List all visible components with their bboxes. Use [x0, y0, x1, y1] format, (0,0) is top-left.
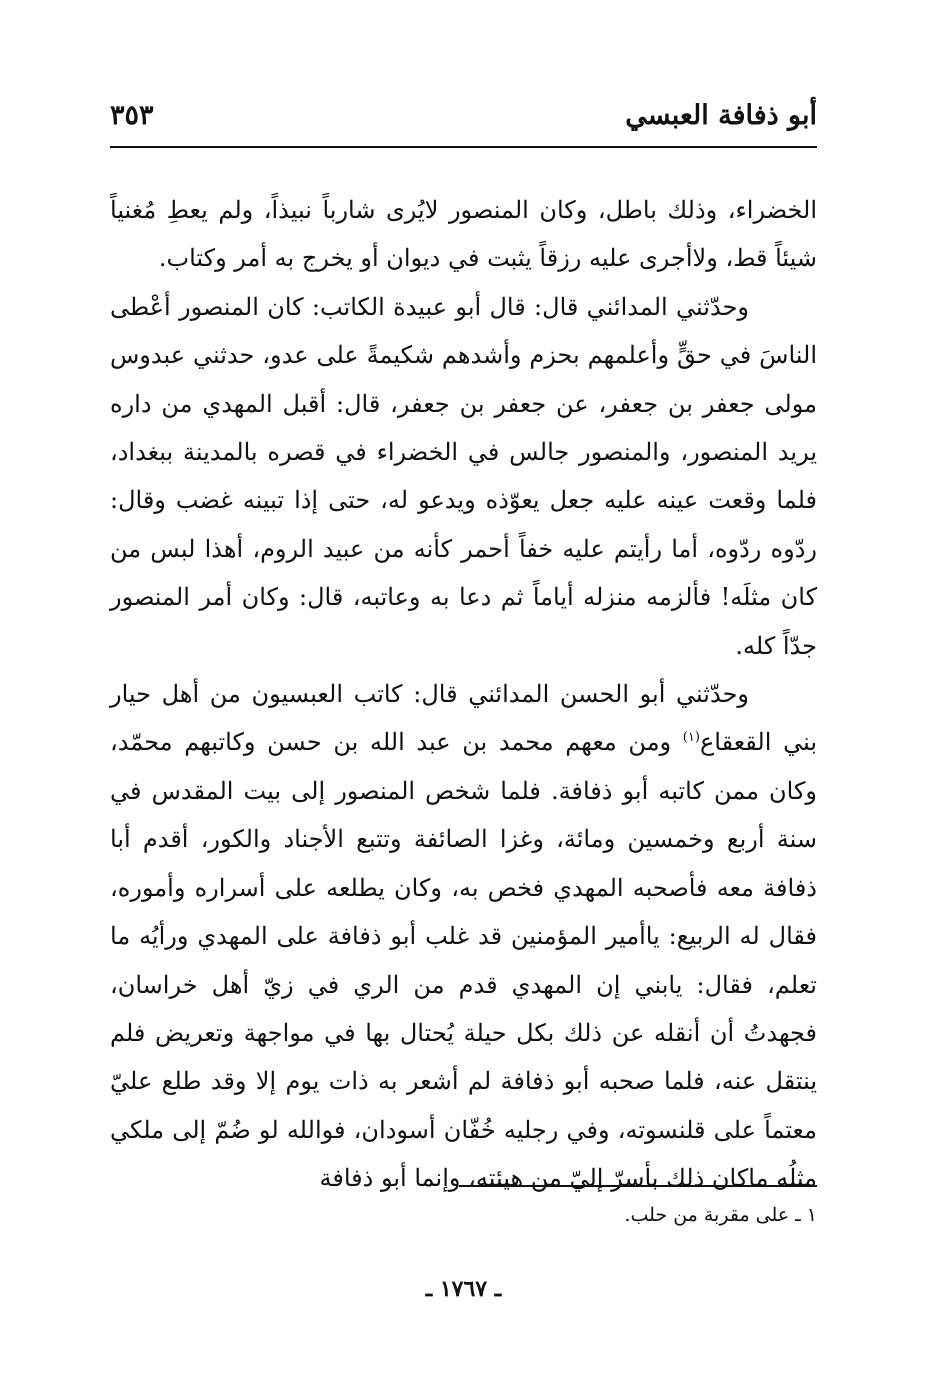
- paragraph-2: وحدّثني المدائني قال: قال أبو عبيدة الكاتب: كان المنصور أعْطى الناسَ في حقٍّ وأعلمهم بحزم وأشدهم شكيمةً على عدو، حدثني عبدوس مولى جعفر بن جعفر، عن جعفر بن جعفر، قال: أقبل المهدي من داره يريد المنصور، والمنصور جالس في الخضراء في قصره بالمدينة ببغداد، فلما وقعت عينه عليه جعل يعوّذه ويدعو له، حتى إذا تبينه غضب وقال: ردّوه ردّوه، أما رأيتم عليه خفاً أحمر كأنه من عبيد الروم، أهذا لبس من كان مثلَه! فألزمه منزله أياماً ثم دعا به وعاتبه، قال: وكان أمر المنصور جدّاً كله.: [110, 292, 817, 660]
- paragraph-3: [110, 670, 817, 1202]
- paragraph-3-text-before-note: وحدّثني أبو الحسن المدائني قال: كاتب العبسيون من أهل حيار بني القعقاع: [110, 680, 817, 757]
- header-rule: [110, 146, 817, 148]
- page-header: [110, 92, 817, 148]
- paragraph-3-text-after-note: ومن معهم محمد بن عبد الله بن حسن وكاتبهم محمّد، وكان ممن كاتبه أبو ذفافة. فلما شخص المنصور إلى بيت المقدس في سنة أربع وخمسين ومائة، وغزا الصائفة وتتبع الأجناد والكور، أقدم أبا ذفافة معه فأصحبه المهدي فخص به، وكان يطلعه على أسراره وأموره، فقال له الربيع: ياأمير المؤمنين قد غلب أبو ذفافة على المهدي ورأيُه ما تعلم، فقال: يابني إن المهدي قدم من الري في زيّ أهل خراسان، فجهدتُ أن أنقله عن ذلك بكل حيلة يُحتال بها في مواجهة وتعريض فلم ينتقل عنه، فلما صحبه أبو ذفافة لم أشعر به ذات يوم إلا وقد طلع عليّ معتماً على قلنسوته، وفي رجليه خُفّان أسودان، فوالله لو ضُمّ إلى ملكي مثلُه ماكان ذلك بأسرّ إليّ من هيئته، وإنما أبو ذفافة: [110, 728, 817, 1193]
- body-text: [110, 186, 817, 1203]
- paragraph-1: الخضراء، وذلك باطل، وكان المنصور لايُرى شارباً نبيذاً، ولم يعطِ مُغنياً شيئاً قط، ولاأجرى عليه رزقاً يثبت في ديوان أو يخرج به أمر وكتاب.: [110, 196, 817, 273]
- footnote-rule: [459, 1185, 817, 1187]
- page-number-top: ٣٥٣: [110, 100, 154, 131]
- footnote: ١ ـ على مقربة من حلب.: [624, 1204, 817, 1226]
- footnote-reference[interactable]: (١): [682, 730, 700, 746]
- page-number-bottom: ـ ١٧٦٧ ـ: [425, 1276, 502, 1302]
- running-title: أبو ذفافة العبسي: [625, 100, 817, 131]
